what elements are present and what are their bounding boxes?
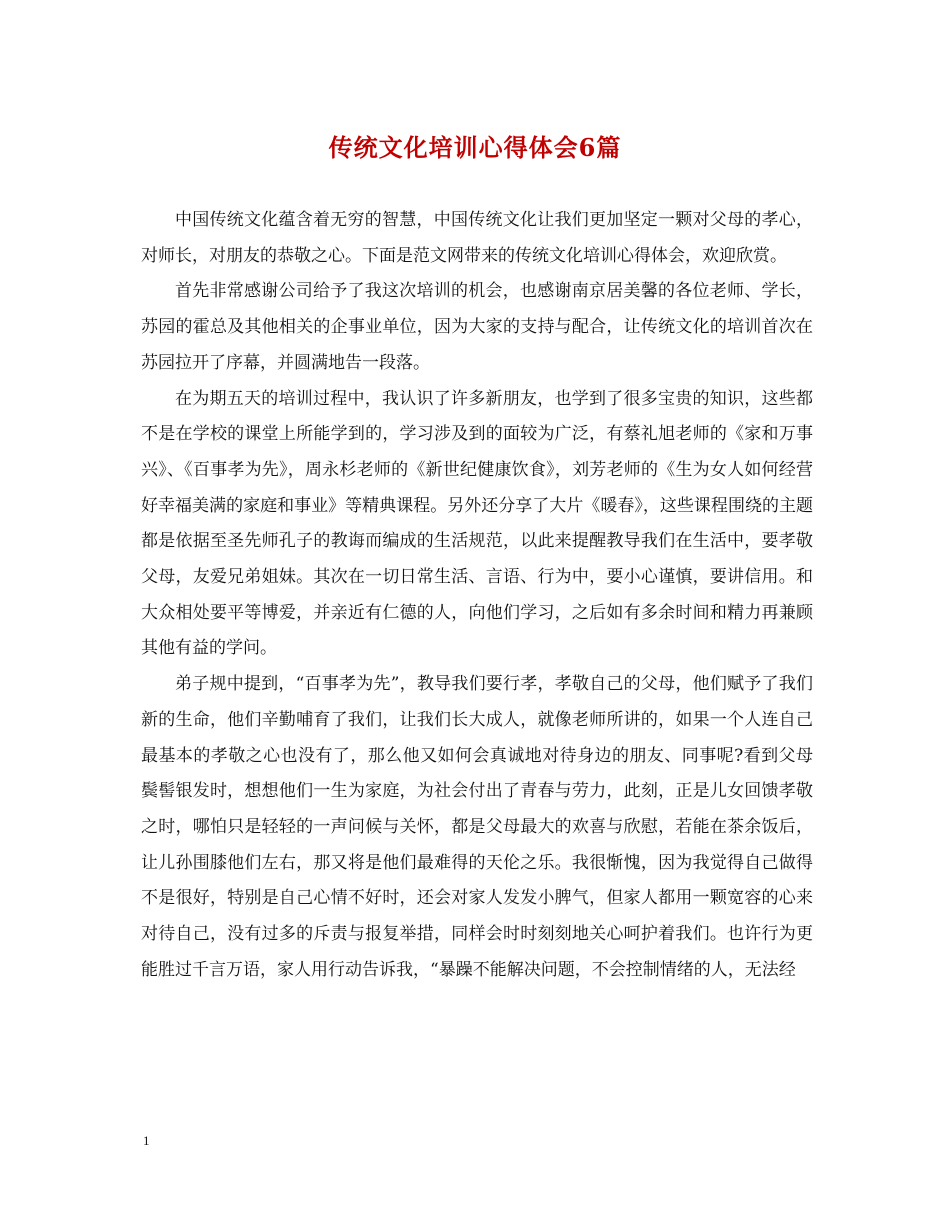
paragraph-3: 在为期五天的培训过程中，我认识了许多新朋友，也学到了很多宝贵的知识，这些都不是在学校的课堂上所能学到的，学习涉及到的面较为广泛，有蔡礼旭老师的《家和万事兴》、《百事孝为先》，周永杉老师的《新世纪健康饮食》，刘芳老师的《生为女人如何经营好幸福美满的家庭和事业》等精典课程。另外还分享了大片《暖春》，这些课程围绕的主题都是依据至圣先师孔子的教诲而编成的生活规范，以此来提醒教导我们在生活中，要孝敬父母，友爱兄弟姐妹。其次在一切日常生活、言语、行为中，要小心谨慎，要讲信用。和大众相处要平等博爱，并亲近有仁德的人，向他们学习，之后如有多余时间和精力再兼顾其他有益的学问。	[141, 388, 813, 659]
paragraph-1: 中国传统文化蕴含着无穷的智慧，中国传统文化让我们更加坚定一颗对父母的孝心，对师长，对朋友的恭敬之心。下面是范文网带来的传统文化培训心得体会，欢迎欣赏。	[141, 210, 813, 266]
document-body	[141, 203, 813, 988]
page-number: 1	[143, 1133, 150, 1148]
document-title: 传统文化培训心得体会6篇	[328, 133, 622, 162]
paragraph-2: 首先非常感谢公司给予了我这次培训的机会，也感谢南京居美馨的各位老师、学长，苏园的霍总及其他相关的企事业单位，因为大家的支持与配合，让传统文化的培训首次在苏园拉开了序幕，并圆满地告一段落。	[141, 281, 813, 373]
paragraph-4: 弟子规中提到，“百事孝为先”，教导我们要行孝，孝敬自己的父母，他们赋予了我们新的生命，他们辛勤哺育了我们，让我们长大成人，就像老师所讲的，如果一个人连自己最基本的孝敬之心也没有了，那么他又如何会真诚地对待身边的朋友、同事呢?看到父母鬓髻银发时，想想他们一生为家庭，为社会付出了青春与劳力，此刻，正是儿女回馈孝敬之时，哪怕只是轻轻的一声问候与关怀，都是父母最大的欢喜与欣慰，若能在茶余饭后，让儿孙围膝他们左右，那又将是他们最难得的天伦之乐。我很惭愧，因为我觉得自己做得不是很好，特别是自己心情不好时，还会对家人发发小脾气，但家人都用一颗宽容的心来对待自己，没有过多的斥责与报复举措，同样会时时刻刻地关心呵护着我们。也许行为更能胜过千言万语，家人用行动告诉我，“暴躁不能解决问题，不会控制情绪的人，无法经	[141, 674, 813, 980]
